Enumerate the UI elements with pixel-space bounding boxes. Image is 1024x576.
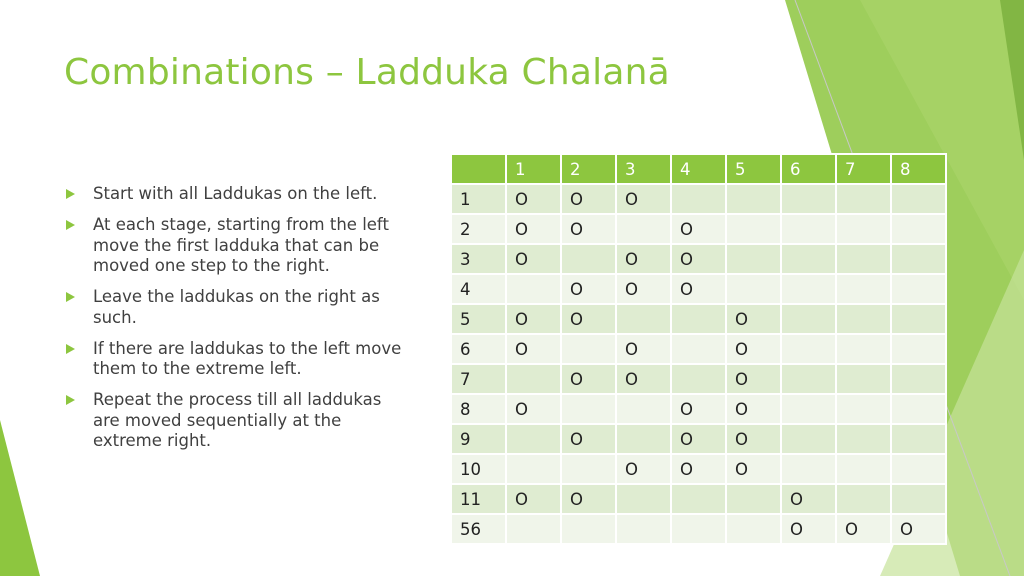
table-cell [726,484,781,514]
table-cell: O [616,454,671,484]
row-label-cell: 56 [451,514,506,544]
table-cell [616,304,671,334]
table-cell [561,454,616,484]
table-cell [616,484,671,514]
table-cell: O [836,514,891,544]
row-label-cell: 2 [451,214,506,244]
bullet-arrow-icon [66,189,75,199]
table-cell [726,214,781,244]
table-cell [836,244,891,274]
row-label-cell: 3 [451,244,506,274]
table-cell [616,424,671,454]
bullet-arrow-icon [66,292,75,302]
table-cell: O [726,424,781,454]
header-cell: 8 [891,154,946,184]
table-cell: O [561,484,616,514]
table-cell: O [561,424,616,454]
table-cell: O [616,334,671,364]
bullet-text: Repeat the process till all laddukas are moved sequentially at the extreme right. [93,390,382,450]
table-body [451,184,946,544]
bullet-arrow-icon [66,395,75,405]
header-cell: 7 [836,154,891,184]
table-cell: O [506,244,561,274]
table-cell [616,394,671,424]
table-cell [781,394,836,424]
table-cell: O [726,454,781,484]
table-cell: O [561,184,616,214]
table-row [451,334,946,364]
table-cell: O [726,304,781,334]
table-cell [891,274,946,304]
bullet-item [62,184,412,205]
table-cell [671,184,726,214]
table-cell: O [726,364,781,394]
bullet-arrow-icon [66,344,75,354]
table-cell: O [561,214,616,244]
table-cell: O [616,184,671,214]
header-cell: 1 [506,154,561,184]
table-cell: O [781,514,836,544]
table-row [451,244,946,274]
table-cell [781,214,836,244]
table-cell: O [616,364,671,394]
table-cell [726,244,781,274]
table-cell: O [671,244,726,274]
table-cell: O [506,184,561,214]
bullet-item [62,287,412,328]
table-cell: O [616,244,671,274]
table-cell [891,454,946,484]
table-cell [671,364,726,394]
header-cell: 6 [781,154,836,184]
table-row [451,274,946,304]
table-cell [891,484,946,514]
table-cell [671,514,726,544]
table-cell [671,484,726,514]
table-cell [506,514,561,544]
table-cell: O [561,304,616,334]
bullet-text: At each stage, starting from the left move the first ladduka that can be moved one step to the right. [93,215,389,275]
table-row [451,424,946,454]
table-cell: O [671,394,726,424]
bullet-text: Start with all Laddukas on the left. [93,184,378,203]
table-cell [726,514,781,544]
table-cell [836,184,891,214]
bullet-item [62,215,412,277]
table-row [451,304,946,334]
bullet-text: If there are laddukas to the left move them to the extreme left. [93,338,402,378]
table-cell [781,244,836,274]
table-cell: O [506,334,561,364]
row-label-cell: 10 [451,454,506,484]
table-cell: O [671,214,726,244]
table-cell [891,244,946,274]
table-cell: O [506,304,561,334]
bullet-text: Leave the laddukas on the right as such. [93,287,380,327]
table-row [451,454,946,484]
table-cell: O [561,274,616,304]
table-row [451,514,946,544]
table-row [451,394,946,424]
table-cell [561,514,616,544]
table-cell [891,424,946,454]
row-label-cell: 11 [451,484,506,514]
table-cell: O [726,394,781,424]
bullet-item [62,390,412,452]
table-cell: O [506,484,561,514]
table-cell [781,304,836,334]
table-cell: O [616,274,671,304]
table-cell [781,454,836,484]
table-cell: O [671,274,726,304]
table-cell [836,484,891,514]
table-cell [891,394,946,424]
row-label-cell: 1 [451,184,506,214]
table-cell [781,274,836,304]
table-cell [781,364,836,394]
row-label-cell: 7 [451,364,506,394]
slide-title: Combinations – Ladduka Chalanā [64,52,670,93]
row-label-cell: 4 [451,274,506,304]
row-label-cell: 6 [451,334,506,364]
combinations-table [450,153,947,545]
table-cell [836,334,891,364]
table-cell [506,424,561,454]
bullet-arrow-icon [66,220,75,230]
table-cell [891,214,946,244]
header-row [451,154,946,184]
header-cell: 5 [726,154,781,184]
table-cell: O [671,424,726,454]
table-cell: O [561,364,616,394]
table-cell: O [726,334,781,364]
table-row [451,364,946,394]
table-cell [506,274,561,304]
table-cell [616,514,671,544]
table-cell [836,274,891,304]
table-cell [506,454,561,484]
table-cell [836,394,891,424]
table-cell: O [506,214,561,244]
table-cell: O [506,394,561,424]
table-cell [561,334,616,364]
row-label-cell: 5 [451,304,506,334]
bullet-list [62,184,412,462]
table-cell [726,184,781,214]
table-cell [836,424,891,454]
table-cell [781,334,836,364]
table-cell [836,454,891,484]
table-cell [616,214,671,244]
table-cell [671,334,726,364]
header-corner-cell [451,154,506,184]
bottom-left-triangle [0,420,40,576]
table-cell [836,214,891,244]
bullet-item [62,339,412,380]
table-cell [891,184,946,214]
table-cell [506,364,561,394]
table-cell [891,364,946,394]
header-cell: 3 [616,154,671,184]
header-cell: 4 [671,154,726,184]
table-row [451,484,946,514]
table-cell: O [671,454,726,484]
table-cell [891,334,946,364]
table-cell [781,184,836,214]
table-cell: O [781,484,836,514]
header-cell: 2 [561,154,616,184]
row-label-cell: 9 [451,424,506,454]
table-cell [781,424,836,454]
table-row [451,214,946,244]
row-label-cell: 8 [451,394,506,424]
table-cell [561,394,616,424]
table-cell [726,274,781,304]
table-cell [671,304,726,334]
table-cell: O [891,514,946,544]
table-cell [836,304,891,334]
table-row [451,184,946,214]
table-cell [561,244,616,274]
table-cell [891,304,946,334]
table-cell [836,364,891,394]
